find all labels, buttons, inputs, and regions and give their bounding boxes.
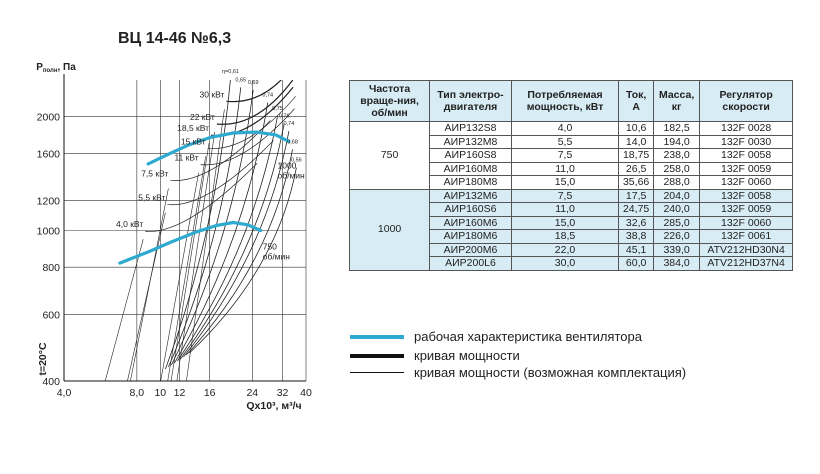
table-cell: 7,5 [511, 149, 618, 163]
table-header-cell: Частота враще-ния, об/мин [350, 81, 430, 122]
x-tick-label: 16 [203, 387, 216, 399]
table-cell: 182,5 [653, 122, 699, 136]
power-curve-tail [127, 213, 165, 381]
table-cell: 132F 0058 [700, 189, 793, 203]
x-tick-label: 4,0 [56, 387, 72, 399]
efficiency-label: 0,74 [262, 92, 274, 99]
legend-swatch [350, 372, 404, 373]
table-cell: 238,0 [653, 149, 699, 163]
efficiency-label: 0,69 [247, 79, 259, 86]
speed-label: 1000 [277, 160, 297, 171]
table-cell: 38,8 [619, 230, 654, 244]
efficiency-label: 0,75 [272, 106, 283, 113]
power-label: 30 кВт [199, 89, 225, 100]
table-cell: 194,0 [653, 135, 699, 149]
table-cell: 11,0 [511, 203, 618, 217]
x-tick-label: 8,0 [129, 387, 145, 399]
power-label: 22 кВт [189, 111, 215, 122]
speed-cell: 750 [350, 122, 430, 190]
table-cell: АИР200М6 [430, 243, 512, 257]
table-cell: 132F 0059 [700, 203, 793, 217]
table-cell: АИР160М8 [430, 162, 512, 176]
y-tick-label: 600 [42, 309, 60, 322]
x-tick-label: 32 [276, 387, 289, 399]
y-tick-label: 400 [42, 376, 60, 388]
table-cell: 22,0 [511, 243, 618, 257]
table-header-row [350, 81, 793, 122]
power-curve-tail [186, 109, 224, 381]
legend-item-working [350, 329, 642, 344]
legend-label: кривая мощности [414, 348, 520, 363]
x-tick-label: 10 [154, 387, 167, 399]
chart-title: ВЦ 14-46 №6,3 [118, 30, 232, 47]
y-axis-label: $P_{полн}$, Па [36, 62, 76, 74]
table-row [350, 122, 793, 136]
table-cell: АИР180М8 [430, 176, 512, 190]
table-cell: 60,0 [619, 257, 654, 271]
efficiency-label: 0,74 [283, 121, 295, 128]
table-cell: 132F 0028 [700, 122, 793, 136]
table-cell: 204,0 [653, 189, 699, 203]
table-header-cell: Масса, кг [653, 81, 699, 122]
table-cell: 7,5 [511, 189, 618, 203]
table-cell: 132F 0058 [700, 149, 793, 163]
table-cell: АИР132М8 [430, 135, 512, 149]
power-label: 7,5 кВт [141, 168, 169, 179]
y-tick-label: 1200 [36, 195, 60, 208]
table-cell: 226,0 [653, 230, 699, 244]
table-cell: 285,0 [653, 216, 699, 230]
table-cell: ATV212HD37N4 [700, 257, 793, 271]
speed-label-unit: об/мин [262, 251, 290, 262]
table-cell: 32,6 [619, 216, 654, 230]
table-cell: 339,0 [653, 243, 699, 257]
power-label: 11 кВт [174, 152, 199, 163]
x-tick-label: 24 [246, 387, 259, 399]
table-header-cell: Потребляемая мощность, кВт [511, 81, 618, 122]
table-cell: ATV212HD30N4 [700, 243, 793, 257]
legend-swatch [350, 354, 404, 358]
table-cell: 132F 0030 [700, 135, 793, 149]
table-cell: 35,66 [619, 176, 654, 190]
legend-label: кривая мощности (возможная комплектация) [414, 365, 687, 380]
table-cell: 132F 0060 [700, 216, 793, 230]
table-cell: АИР132М6 [430, 189, 512, 203]
table-cell: 15,0 [511, 176, 618, 190]
efficiency-label: 0,68 [287, 139, 298, 146]
table-cell: 18,75 [619, 149, 654, 163]
y-tick-label: 1600 [36, 148, 60, 161]
table-cell: 4,0 [511, 122, 618, 136]
power-label: 18,5 кВт [177, 123, 210, 134]
x-axis-label: Qх10³, м³/ч [246, 400, 302, 412]
x-tick-label: 12 [173, 387, 186, 399]
legend-label: рабочая характеристика вентилятора [414, 329, 642, 344]
efficiency-label: 0,65 [235, 77, 247, 84]
table-cell: 45,1 [619, 243, 654, 257]
y-tick-label: 2000 [36, 111, 60, 124]
speed-cell: 1000 [350, 189, 430, 270]
table-header-cell: Тип электро-двигателя [430, 81, 512, 122]
table-cell: 132F 0059 [700, 162, 793, 176]
efficiency-label: η=0,61 [221, 68, 239, 75]
table-cell: 384,0 [653, 257, 699, 271]
table-cell: 132F 0061 [700, 230, 793, 244]
spec-table [349, 80, 793, 271]
efficiency-label: 0,76 [278, 113, 290, 120]
efficiency-label: 0,56 [291, 157, 302, 164]
power-label: 15 кВт [180, 136, 206, 147]
power-label: 4,0 кВт [116, 219, 144, 230]
speed-label: 750 [262, 241, 277, 252]
x-tick-label: 40 [300, 387, 312, 399]
table-cell: АИР160М6 [430, 216, 512, 230]
table-cell: 258,0 [653, 162, 699, 176]
y-tick-label: 1000 [36, 225, 60, 238]
power-curve [167, 141, 273, 205]
table-cell: 14,0 [619, 135, 654, 149]
legend-item-power [350, 348, 520, 363]
y-tick-label: 800 [42, 262, 60, 275]
table-cell: 11,0 [511, 162, 618, 176]
table-cell: 288,0 [653, 176, 699, 190]
temperature-label: t=20°C [37, 342, 49, 376]
table-row [350, 189, 793, 203]
table-cell: 18,5 [511, 230, 618, 244]
table-cell: 10,6 [619, 122, 654, 136]
table-cell: 26,5 [619, 162, 654, 176]
table-cell: АИР200L6 [430, 257, 512, 271]
table-cell: АИР180М6 [430, 230, 512, 244]
table-cell: 5,5 [511, 135, 618, 149]
fan-chart [0, 0, 340, 474]
table-header-cell: Ток, А [619, 81, 654, 122]
table-cell: АИР160S6 [430, 203, 512, 217]
table-header-cell: Регулятор скорости [700, 81, 793, 122]
legend-item-power-optional [350, 365, 686, 380]
table-cell: 15,0 [511, 216, 618, 230]
power-label: 5,5 кВт [138, 192, 166, 203]
power-curve-tail [177, 132, 215, 381]
table-cell: 17,5 [619, 189, 654, 203]
table-cell: 132F 0060 [700, 176, 793, 190]
table-cell: АИР132S8 [430, 122, 512, 136]
legend-swatch [350, 335, 404, 339]
table-cell: 24,75 [619, 203, 654, 217]
table-cell: 30,0 [511, 257, 618, 271]
table-cell: АИР160S8 [430, 149, 512, 163]
speed-label-unit: об/мин [277, 170, 305, 181]
table-cell: 240,0 [653, 203, 699, 217]
